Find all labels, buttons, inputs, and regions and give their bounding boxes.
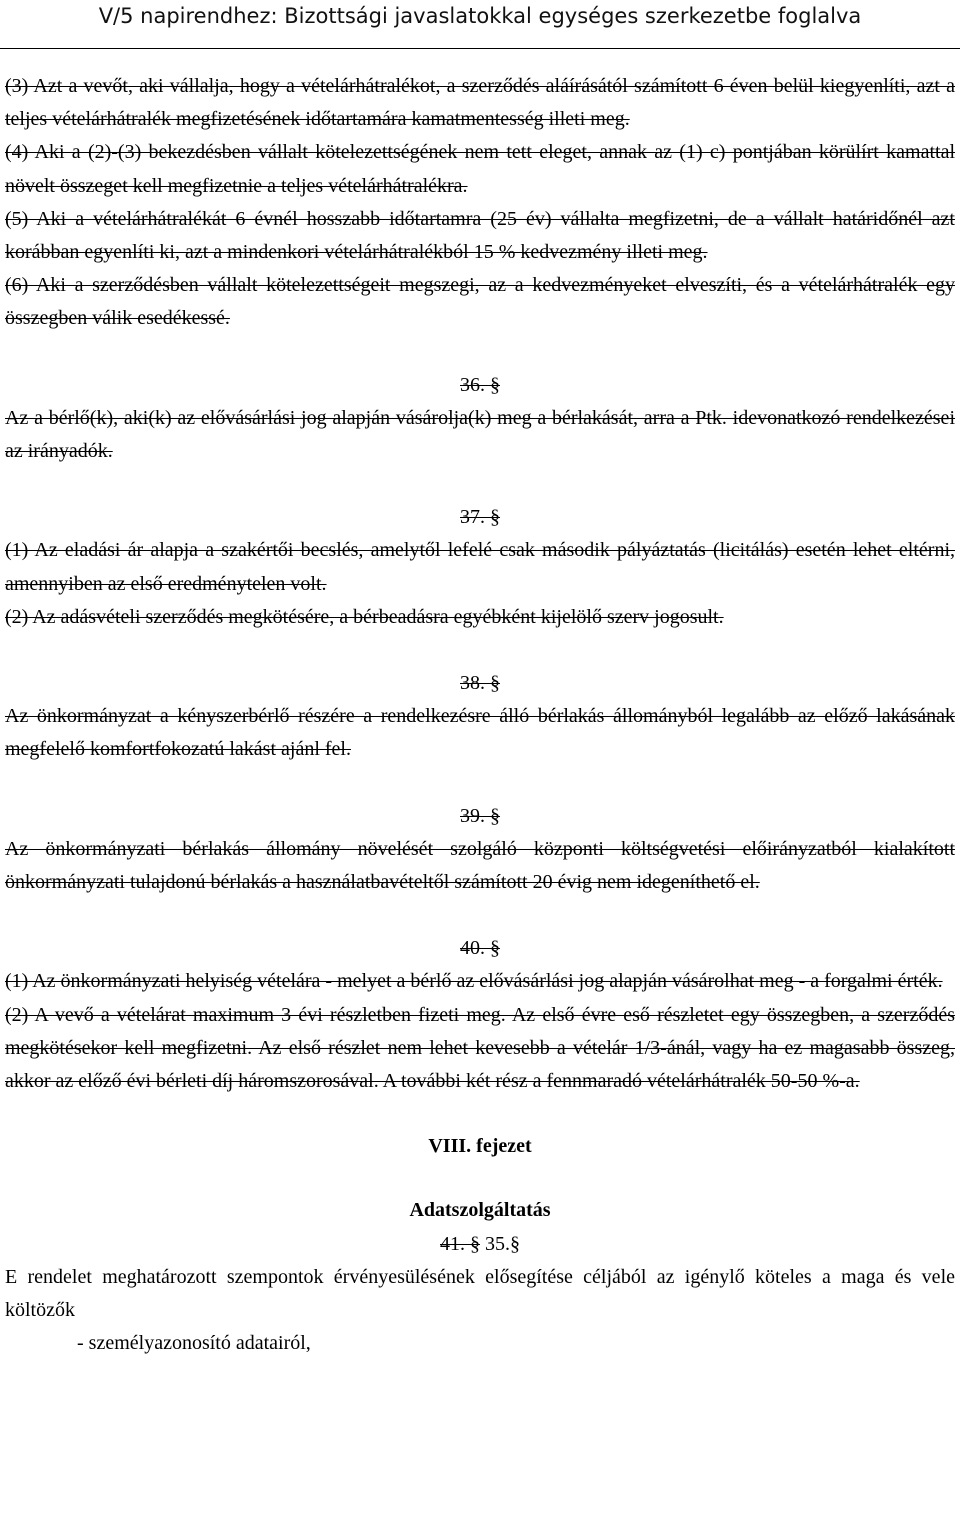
- section-40-paragraph-1: (1) Az önkormányzati helyiség vételára - melyet a bérlő az elővásárlási jog alapján vásárolhat meg - a forgalmi érték.: [5, 970, 943, 993]
- section-40-paragraph-2: (2) A vevő a vételárat maximum 3 évi részletben fizeti meg. Az első évre eső részletet egy összegben, a szerződés megkötésekor kell megfizetni. Az első részlet nem lehet kevesebb a vételár 1/3-ánál, vagy ha ez magasabb összeg, akkor az előző évi bérleti díj háromszorosával. A további két rész a fennmaradó vételárhátralék 50-50 %-a.: [5, 1003, 955, 1093]
- chapter-intro: E rendelet meghatározott szempontok érvényesülésének elősegítése céljából az igénylő köteles a maga és vele költözők: [5, 1265, 955, 1322]
- section-39-text: Az önkormányzati bérlakás állomány növelését szolgáló központi költségvetési előirányzatból kialakított önkormányzati tulajdonú bérlakás a használatbavételtől számított 20 évig nem idegeníthető el.: [5, 837, 955, 894]
- paragraph-35-6: (6) Aki a szerződésben vállalt kötelezettségeit megszegi, az a kedvezményeket elveszíti, és a vételárhátralék egy összegben válik esedékessé.: [5, 274, 955, 330]
- page-header: [0, 0, 960, 49]
- section-37-heading: 37. §: [460, 506, 500, 529]
- section-41-heading: [5, 1228, 955, 1261]
- paragraph-35-5: (5) Aki a vételárhátralékát 6 évnél hosszabb időtartamra (25 év) vállalta megfizetni, de a vállalt határidőnél azt korábban egyenlíti ki, azt a mindenkori vételárhátralékból 15 % kedvezmény illeti meg.: [5, 207, 955, 264]
- section-38-heading: 38. §: [460, 672, 500, 695]
- section-37-paragraph-2: (2) Az adásvételi szerződés megkötésére, a bérbeadásra egyébként kijelölő szerv jogosult.: [5, 605, 724, 628]
- list-item: - személyazonosító adatairól,: [77, 1332, 311, 1355]
- section-36-heading: 36. §: [460, 373, 500, 396]
- chapter-title: VIII. fejezet: [428, 1135, 532, 1158]
- paragraph-35-3: (3) Azt a vevőt, aki vállalja, hogy a vételárhátralékot, a szerződés aláírásától számított 6 éven belül kiegyenlíti, azt a teljes vételárhátralék megfizetésének időtartamára kamatmentesség illeti meg.: [5, 75, 955, 131]
- chapter-subtitle: Adatszolgáltatás: [409, 1199, 551, 1222]
- section-36-text: Az a bérlő(k), aki(k) az elővásárlási jog alapján vásárolja(k) meg a bérlakását, arra a Ptk. idevonatkozó rendelkezései az irányadók.: [5, 406, 955, 463]
- section-40-heading: 40. §: [460, 937, 500, 960]
- section-new-number: 35.§: [480, 1232, 520, 1255]
- section-39-heading: 39. §: [460, 804, 500, 827]
- header-title: V/5 napirendhez: Bizottsági javaslatokkal egységes szerkezetbe foglalva: [98, 4, 862, 28]
- document-body: [5, 70, 955, 1361]
- section-old-number: 41. §: [440, 1232, 480, 1255]
- section-38-text: Az önkormányzat a kényszerbérlő részére a rendelkezésre álló bérlakás állományból legalább az előző lakásának megfelelő komfortfokozatú lakást ajánl fel.: [5, 705, 955, 761]
- section-37-paragraph-1: (1) Az eladási ár alapja a szakértői becslés, amelytől lefelé csak második pályáztatás (licitálás) esetén lehet eltérni, amennyiben az első eredménytelen volt.: [5, 539, 955, 595]
- paragraph-35-4: (4) Aki a (2)-(3) bekezdésben vállalt kötelezettségének nem tett eleget, annak az (1) c) pontjában körülírt kamattal növelt összeget kell megfizetnie a teljes vételárhátralékra.: [5, 141, 955, 197]
